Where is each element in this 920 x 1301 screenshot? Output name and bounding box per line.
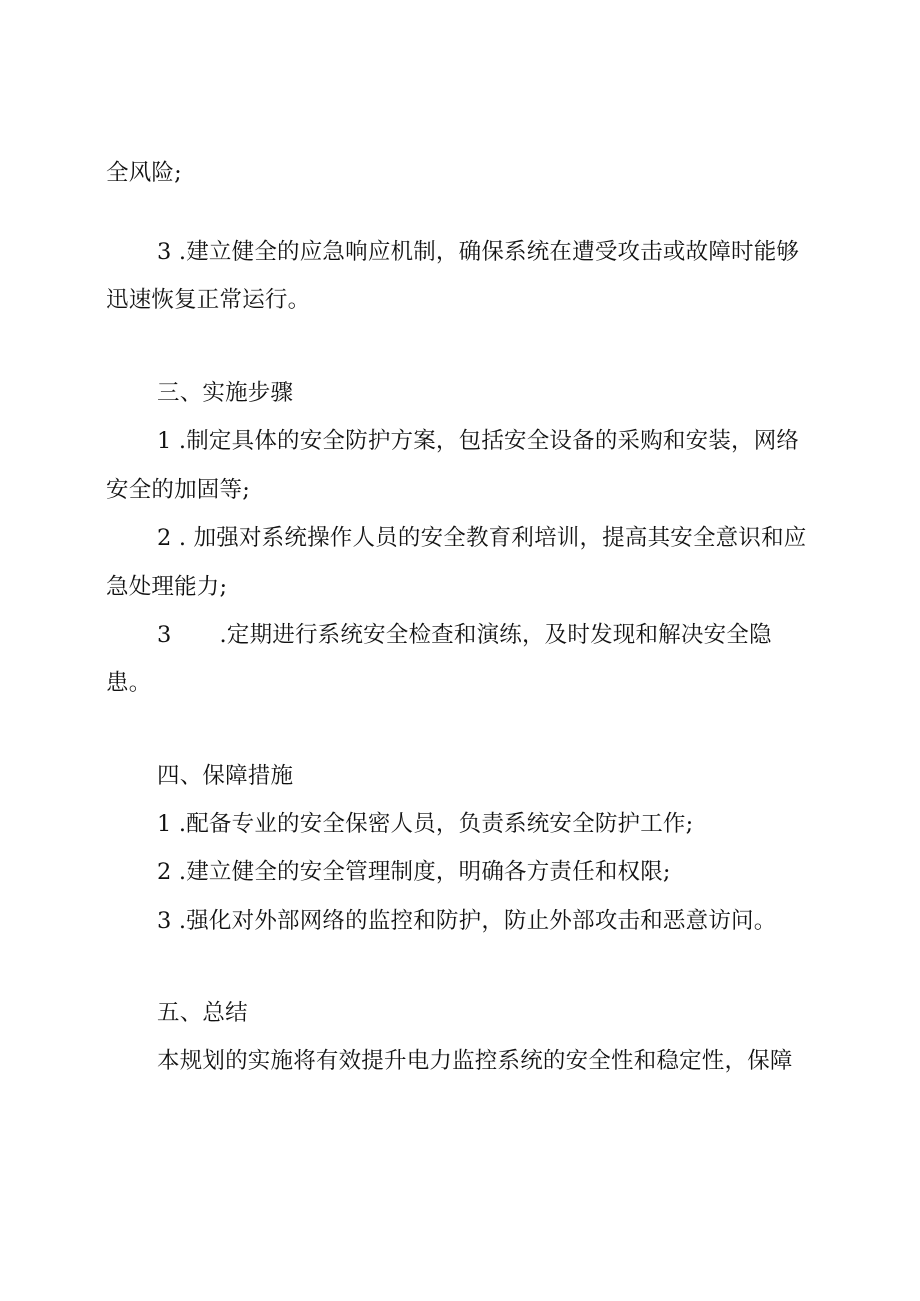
section-heading: 三、实施步骤 bbox=[157, 380, 294, 406]
paragraph-continuation-line: 全风险; bbox=[106, 160, 182, 186]
list-item-line bbox=[157, 620, 772, 650]
list-item-text: .定期进行系统安全检查和演练，及时发现和解决安全隐 bbox=[219, 622, 772, 648]
list-item-line: 2 .建立健全的安全管理制度，明确各方责任和权限; bbox=[157, 859, 671, 885]
list-item-continuation-line: 迅速恢复正常运行。 bbox=[106, 287, 311, 313]
list-item-line: 2 . 加强对系统操作人员的安全教育利培训，提高其安全意识和应 bbox=[157, 525, 807, 551]
list-item-number: 3 bbox=[157, 622, 172, 648]
section-heading: 五、总结 bbox=[157, 1000, 248, 1026]
list-item-line: 3 .建立健全的应急响应机制，确保系统在遭受攻击或故障时能够 bbox=[157, 239, 800, 265]
list-item-line: 1 .配备专业的安全保密人员，负责系统安全防护工作; bbox=[157, 811, 694, 837]
list-item-line: 1 .制定具体的安全防护方案，包括安全设备的采购和安装，网络 bbox=[157, 428, 800, 454]
list-item-continuation-line: 患。 bbox=[106, 670, 152, 696]
list-item-continuation-line: 安全的加固等; bbox=[106, 477, 250, 503]
list-item-continuation-line: 急处理能力; bbox=[106, 574, 228, 600]
list-item-line: 3 .强化对外部网络的监控和防护，防止外部攻击和恶意访问。 bbox=[157, 908, 777, 934]
paragraph-line: 本规划的实施将有效提升电力监控系统的安全性和稳定性，保障 bbox=[157, 1048, 793, 1074]
section-heading: 四、保障措施 bbox=[157, 763, 294, 789]
